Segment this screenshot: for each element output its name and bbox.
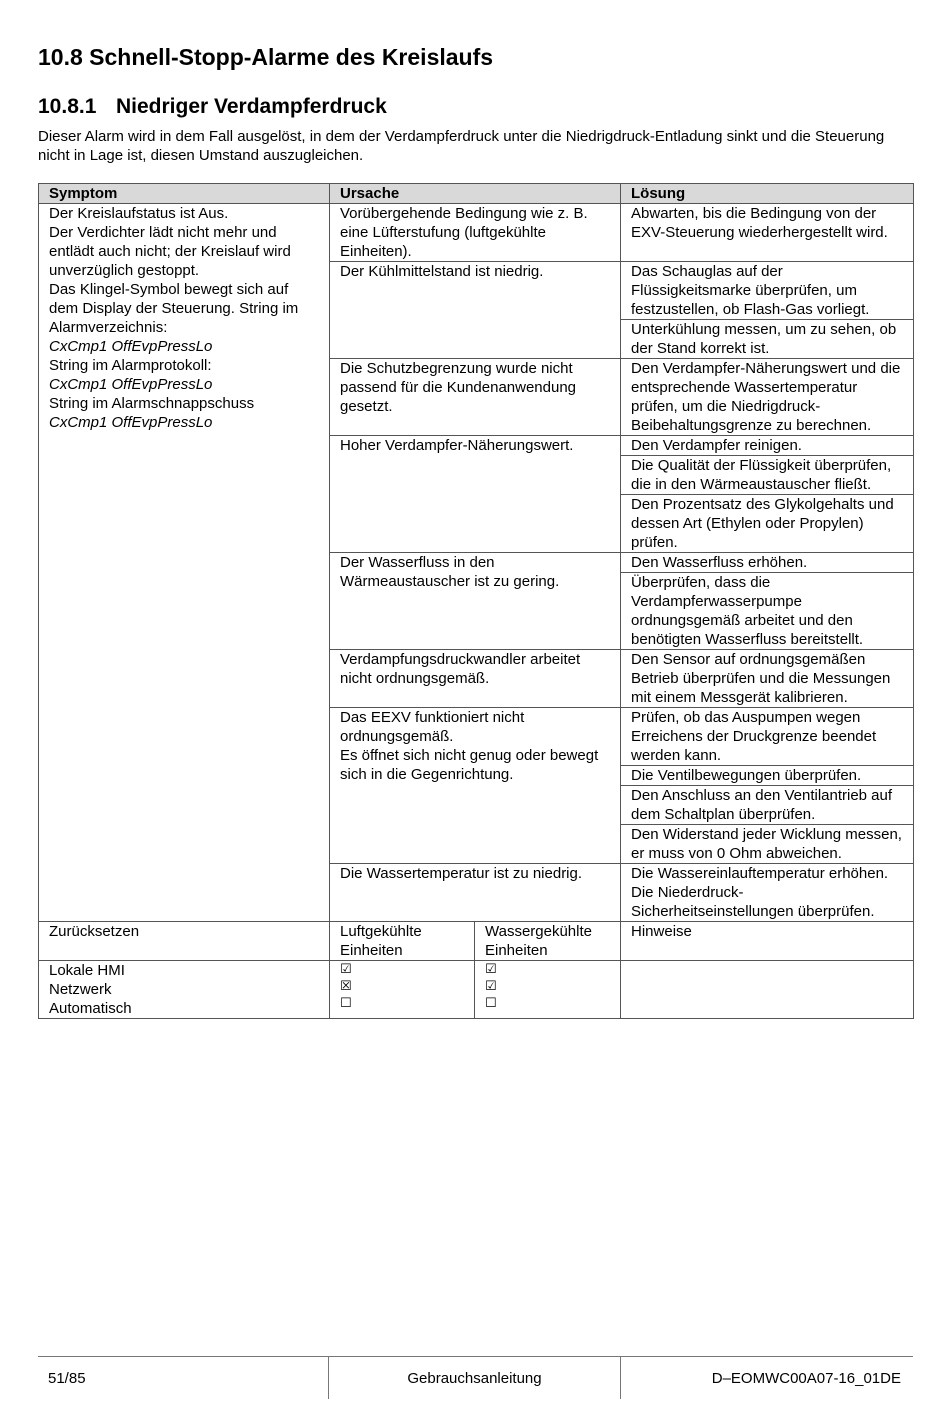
solution-line: Die Wassereinlauftemperatur erhöhen. xyxy=(631,865,889,882)
cause-line: Das EEXV funktioniert nicht ordnungsgemäß. xyxy=(340,709,525,745)
air-cooled-header: Luftgekühlte Einheiten xyxy=(330,922,475,961)
reset-modes-row xyxy=(39,961,914,1019)
header-solution: Lösung xyxy=(621,184,914,204)
reset-mode: Netzwerk xyxy=(49,981,112,998)
cause-cell: Die Wassertemperatur ist zu niedrig. xyxy=(330,864,621,922)
solution-cell: Den Widerstand jeder Wicklung messen, er muss von 0 Ohm abweichen. xyxy=(621,825,914,864)
solution-cell: Den Wasserfluss erhöhen. xyxy=(621,553,914,573)
cause-cell: Hoher Verdampfer-Näherungswert. xyxy=(330,436,621,553)
checkbox-icon: ☑ xyxy=(340,962,352,977)
table-row xyxy=(39,204,914,262)
document-id: D–EOMWC00A07-16_01DE xyxy=(711,1370,901,1387)
cause-cell xyxy=(330,708,621,864)
symptom-line: Der Kreislaufstatus ist Aus. xyxy=(49,205,229,222)
symptom-line: Der Verdichter lädt nicht mehr und entlädt auch nicht; der Kreislauf wird unverzüglich gestoppt. xyxy=(49,224,291,279)
air-cooled-marks xyxy=(330,961,475,1019)
alarm-string: CxCmp1 OffEvpPressLo xyxy=(49,376,213,393)
subsection-number: 10.8.1 xyxy=(38,95,97,118)
notes-cell xyxy=(621,961,914,1019)
intro-paragraph: Dieser Alarm wird in dem Fall ausgelöst, in dem der Verdampferdruck unter die Niedrigdruck-Entladung sinkt und die Steuerung nicht in Lage ist, diesen Umstand auszugleichen. xyxy=(38,128,885,164)
solution-cell xyxy=(621,864,914,922)
solution-cell: Den Prozentsatz des Glykolgehalts und dessen Art (Ethylen oder Propylen) prüfen. xyxy=(621,495,914,553)
symptom-cell xyxy=(39,204,330,922)
solution-cell: Den Anschluss an den Ventilantrieb auf dem Schaltplan überprüfen. xyxy=(621,786,914,825)
solution-cell: Prüfen, ob das Auspumpen wegen Erreichens der Druckgrenze beendet werden kann. xyxy=(621,708,914,766)
water-cooled-marks xyxy=(475,961,621,1019)
checkbox-icon: ☑ xyxy=(485,962,497,977)
section-heading: 10.8 Schnell-Stopp-Alarme des Kreislaufs xyxy=(38,44,494,70)
water-cooled-header: Wassergekühlte Einheiten xyxy=(475,922,621,961)
symptom-line: Das Klingel-Symbol bewegt sich auf dem Display der Steuerung. String im Alarmverzeichnis: xyxy=(49,281,299,336)
solution-cell: Den Verdampfer-Näherungswert und die entsprechende Wassertemperatur prüfen, um die Niedrigdruck-Beibehaltungsgrenze zu berechnen. xyxy=(621,359,914,436)
reset-header-row xyxy=(39,922,914,961)
subsection-heading xyxy=(38,95,387,119)
notes-header: Hinweise xyxy=(621,922,914,961)
solution-cell: Die Ventilbewegungen überprüfen. xyxy=(621,766,914,786)
checkbox-icon: ☑ xyxy=(485,979,497,994)
solution-cell: Das Schauglas auf der Flüssigkeitsmarke überprüfen, um festzustellen, ob Flash-Gas vorliegt. xyxy=(621,262,914,320)
cause-cell: Der Wasserfluss in den Wärmeaustauscher ist zu gering. xyxy=(330,553,621,650)
reset-label: Zurücksetzen xyxy=(39,922,330,961)
cause-line: Es öffnet sich nicht genug oder bewegt sich in die Gegenrichtung. xyxy=(340,747,599,783)
solution-cell: Überprüfen, dass die Verdampferwasserpumpe ordnungsgemäß arbeitet und den benötigten Wasserfluss bereitstellt. xyxy=(621,573,914,650)
symptom-line: String im Alarmprotokoll: xyxy=(49,357,212,374)
subsection-title: Niedriger Verdampferdruck xyxy=(116,95,387,118)
cause-cell: Vorübergehende Bedingung wie z. B. eine Lüfterstufung (luftgekühlte Einheiten). xyxy=(330,204,621,262)
alarm-string: CxCmp1 OffEvpPressLo xyxy=(49,414,213,431)
checkbox-icon: ☒ xyxy=(340,979,352,994)
solution-cell: Abwarten, bis die Bedingung von der EXV-Steuerung wiederhergestellt wird. xyxy=(621,204,914,262)
checkbox-icon: ☐ xyxy=(485,996,497,1011)
document-type: Gebrauchsanleitung xyxy=(407,1370,542,1387)
header-symptom: Symptom xyxy=(39,184,330,204)
solution-cell: Den Sensor auf ordnungsgemäßen Betrieb überprüfen und die Messungen mit einem Messgerät kalibrieren. xyxy=(621,650,914,708)
checkbox-icon: ☐ xyxy=(340,996,352,1011)
alarm-string: CxCmp1 OffEvpPressLo xyxy=(49,338,213,355)
table-header-row xyxy=(39,184,914,204)
footer-divider xyxy=(38,1356,913,1357)
cause-cell: Verdampfungsdruckwandler arbeitet nicht ordnungsgemäß. xyxy=(330,650,621,708)
page-number: 51/85 xyxy=(48,1370,86,1387)
reset-modes-cell xyxy=(39,961,330,1019)
symptom-line: String im Alarmschnappschuss xyxy=(49,395,255,412)
header-cause: Ursache xyxy=(330,184,621,204)
solution-cell: Die Qualität der Flüssigkeit überprüfen, die in den Wärmeaustauscher fließt. xyxy=(621,456,914,495)
solution-cell: Den Verdampfer reinigen. xyxy=(621,436,914,456)
alarm-table xyxy=(38,183,914,1019)
cause-cell: Der Kühlmittelstand ist niedrig. xyxy=(330,262,621,359)
solution-cell: Unterkühlung messen, um zu sehen, ob der Stand korrekt ist. xyxy=(621,320,914,359)
solution-line: Die Niederdruck-Sicherheitseinstellungen überprüfen. xyxy=(631,884,875,920)
reset-mode: Automatisch xyxy=(49,1000,132,1017)
cause-cell: Die Schutzbegrenzung wurde nicht passend für die Kundenanwendung gesetzt. xyxy=(330,359,621,436)
reset-mode: Lokale HMI xyxy=(49,962,125,979)
